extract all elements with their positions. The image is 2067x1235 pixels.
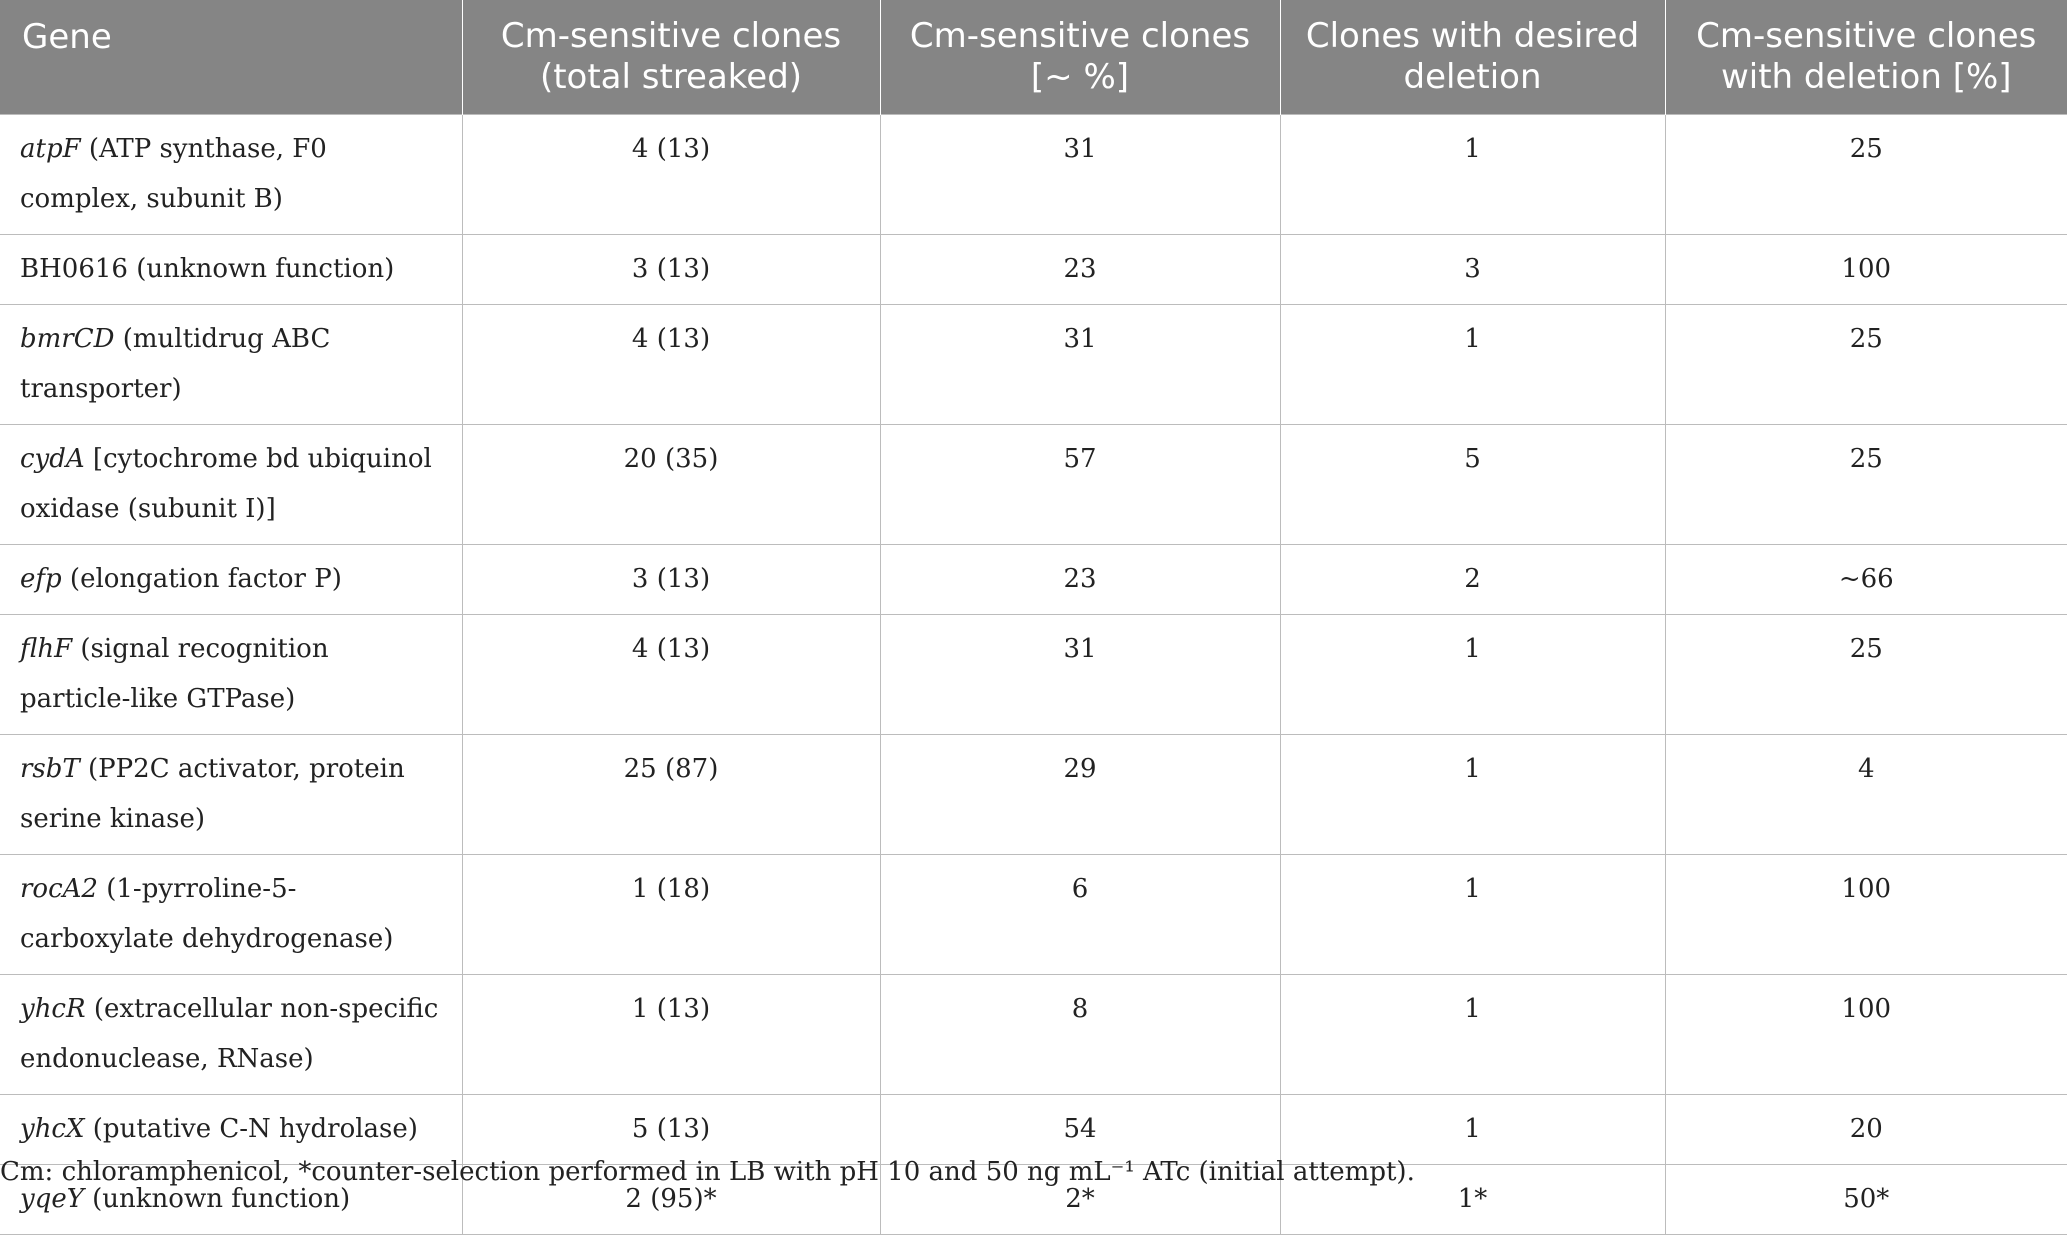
- gene-cell: [0, 1094, 462, 1164]
- with-deletion-percent-cell: 50*: [1665, 1164, 2067, 1234]
- gene-name: bmrCD: [20, 323, 115, 354]
- header-clones-with-deletion: Clones with desired deletion: [1280, 0, 1665, 114]
- gene-name: rocA2: [20, 873, 98, 904]
- header-cm-sensitive-clones: Cm-sensitive clones (total streaked): [462, 0, 880, 114]
- sensitive-percent-cell: 57: [880, 424, 1280, 544]
- header-row: [0, 0, 2067, 114]
- table-row: [0, 424, 2067, 544]
- with-deletion-percent-cell: 4: [1665, 734, 2067, 854]
- table-row: [0, 1094, 2067, 1164]
- table-row: [0, 614, 2067, 734]
- header-cm-sensitive-percent: Cm-sensitive clones [~ %]: [880, 0, 1280, 114]
- deletion-clones-cell: 1*: [1280, 1164, 1665, 1234]
- sensitive-clones-cell: 2 (95)*: [462, 1164, 880, 1234]
- table-row: [0, 304, 2067, 424]
- gene-name: yhcX: [20, 1113, 85, 1144]
- table-row: [0, 114, 2067, 234]
- gene-cell: [0, 734, 462, 854]
- gene-cell: [0, 114, 462, 234]
- sensitive-percent-cell: 23: [880, 234, 1280, 304]
- sensitive-clones-cell: 4 (13): [462, 304, 880, 424]
- header-gene: Gene: [0, 0, 462, 114]
- gene-cell: [0, 304, 462, 424]
- gene-cell: [0, 544, 462, 614]
- with-deletion-percent-cell: 25: [1665, 424, 2067, 544]
- gene-cell: [0, 234, 462, 304]
- deletion-clones-cell: 2: [1280, 544, 1665, 614]
- gene-description: BH0616 (unknown function): [20, 253, 395, 284]
- gene-description: [cytochrome bd ubiquinol oxidase (subunit I)]: [20, 443, 432, 524]
- sensitive-percent-cell: 31: [880, 614, 1280, 734]
- deletion-clones-cell: 1: [1280, 974, 1665, 1094]
- sensitive-clones-cell: 4 (13): [462, 614, 880, 734]
- deletion-clones-cell: 1: [1280, 1094, 1665, 1164]
- with-deletion-percent-cell: ~66: [1665, 544, 2067, 614]
- table-row: [0, 234, 2067, 304]
- table-row: [0, 544, 2067, 614]
- sensitive-percent-cell: 31: [880, 304, 1280, 424]
- sensitive-clones-cell: 20 (35): [462, 424, 880, 544]
- with-deletion-percent-cell: 25: [1665, 304, 2067, 424]
- sensitive-percent-cell: 31: [880, 114, 1280, 234]
- gene-name: efp: [20, 563, 62, 594]
- gene-description: (unknown function): [83, 1183, 351, 1214]
- sensitive-percent-cell: 2*: [880, 1164, 1280, 1234]
- sensitive-percent-cell: 54: [880, 1094, 1280, 1164]
- table-footnote: Cm: chloramphenicol, *counter-selection performed in LB with pH 10 and 50 ng mL⁻¹ ATc (initial attempt).: [0, 1157, 1415, 1187]
- gene-name: yhcR: [20, 993, 86, 1024]
- gene-name: yqeY: [20, 1183, 84, 1214]
- gene-description: (putative C-N hydrolase): [84, 1113, 418, 1144]
- sensitive-clones-cell: 1 (13): [462, 974, 880, 1094]
- with-deletion-percent-cell: 100: [1665, 854, 2067, 974]
- sensitive-clones-cell: 3 (13): [462, 234, 880, 304]
- gene-cell: [0, 974, 462, 1094]
- table-row: [0, 974, 2067, 1094]
- table-body: [0, 114, 2067, 1234]
- gene-description: (extracellular non-specific endonuclease, RNase): [20, 993, 439, 1074]
- sensitive-clones-cell: 25 (87): [462, 734, 880, 854]
- sensitive-clones-cell: 1 (18): [462, 854, 880, 974]
- sensitive-percent-cell: 6: [880, 854, 1280, 974]
- deletion-clones-cell: 3: [1280, 234, 1665, 304]
- gene-description: (signal recognition particle-like GTPase): [20, 633, 329, 714]
- with-deletion-percent-cell: 25: [1665, 614, 2067, 734]
- gene-name: flhF: [20, 633, 73, 664]
- gene-description: (1-pyrroline-5-carboxylate dehydrogenase): [20, 873, 394, 954]
- with-deletion-percent-cell: 100: [1665, 234, 2067, 304]
- gene-cell: [0, 424, 462, 544]
- gene-cell: [0, 614, 462, 734]
- table-row: [0, 854, 2067, 974]
- table-row: [0, 734, 2067, 854]
- sensitive-clones-cell: 3 (13): [462, 544, 880, 614]
- with-deletion-percent-cell: 20: [1665, 1094, 2067, 1164]
- gene-description: (PP2C activator, protein serine kinase): [20, 753, 405, 834]
- table-header: [0, 0, 2067, 114]
- deletion-clones-cell: 1: [1280, 614, 1665, 734]
- deletion-clones-cell: 1: [1280, 854, 1665, 974]
- gene-name: cydA: [20, 443, 85, 474]
- sensitive-percent-cell: 29: [880, 734, 1280, 854]
- gene-description: (elongation factor P): [61, 563, 342, 594]
- gene-name: rsbT: [20, 753, 80, 784]
- deletion-clones-cell: 1: [1280, 734, 1665, 854]
- header-sensitive-with-deletion-percent: Cm-sensitive clones with deletion [%]: [1665, 0, 2067, 114]
- deletion-clones-cell: 5: [1280, 424, 1665, 544]
- gene-cell: [0, 854, 462, 974]
- sensitive-percent-cell: 8: [880, 974, 1280, 1094]
- sensitive-clones-cell: 5 (13): [462, 1094, 880, 1164]
- sensitive-clones-cell: 4 (13): [462, 114, 880, 234]
- gene-description: (multidrug ABC transporter): [20, 323, 331, 404]
- gene-name: atpF: [20, 133, 81, 164]
- gene-description: (ATP synthase, F0 complex, subunit B): [20, 133, 327, 214]
- deletion-clones-cell: 1: [1280, 114, 1665, 234]
- deletion-clones-cell: 1: [1280, 304, 1665, 424]
- with-deletion-percent-cell: 25: [1665, 114, 2067, 234]
- sensitive-percent-cell: 23: [880, 544, 1280, 614]
- with-deletion-percent-cell: 100: [1665, 974, 2067, 1094]
